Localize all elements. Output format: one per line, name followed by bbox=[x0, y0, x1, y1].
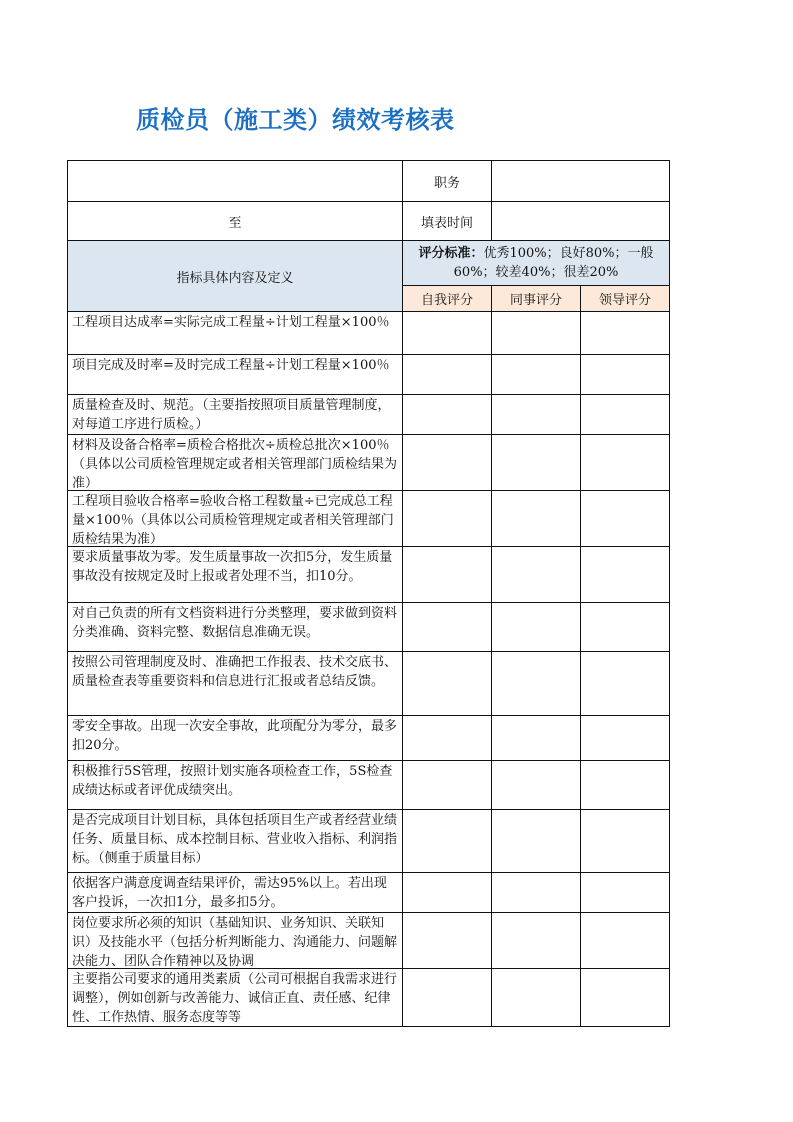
self-score-cell[interactable] bbox=[403, 312, 492, 355]
indicator-description bbox=[68, 652, 403, 716]
indicator-description bbox=[68, 716, 403, 761]
indicator-description bbox=[68, 913, 403, 969]
table-row bbox=[68, 491, 670, 547]
indicator-text: 工程项目验收合格率=验收合格工程数量÷已完成总工程量×100％（具体以公司质检管理规定或者相关管理部门质检结果为准） bbox=[72, 494, 394, 546]
table-row bbox=[68, 810, 670, 873]
table-row bbox=[68, 395, 670, 435]
table-row bbox=[68, 913, 670, 969]
leader-score-cell[interactable] bbox=[581, 603, 670, 652]
position-label: 职务 bbox=[403, 161, 492, 202]
indicator-text: 材料及设备合格率=质检合格批次÷质检总批次×100％（具体以公司质检管理规定或者相关管理部门质检结果为准） bbox=[72, 438, 398, 490]
table-row bbox=[68, 355, 670, 395]
leader-score-cell[interactable] bbox=[581, 810, 670, 873]
leader-score-cell[interactable] bbox=[581, 761, 670, 810]
leader-score-cell[interactable] bbox=[581, 969, 670, 1027]
peer-score-cell[interactable] bbox=[492, 355, 581, 395]
table-row bbox=[68, 716, 670, 761]
self-score-cell[interactable] bbox=[403, 761, 492, 810]
indicator-description bbox=[68, 395, 403, 435]
self-score-cell[interactable] bbox=[403, 547, 492, 603]
indicator-text: 积极推行5S管理，按照计划实施各项检查工作，5S检查成绩达标或者评优成绩突出。 bbox=[72, 764, 393, 798]
peer-score-cell[interactable] bbox=[492, 969, 581, 1027]
leader-score-cell[interactable] bbox=[581, 716, 670, 761]
self-score-cell[interactable] bbox=[403, 491, 492, 547]
scoring-standard-text: 优秀100%；良好80%；一般60%；较差40%；很差20% bbox=[453, 246, 654, 280]
leader-score-cell[interactable] bbox=[581, 312, 670, 355]
leader-score-cell[interactable] bbox=[581, 547, 670, 603]
leader-score-cell[interactable] bbox=[581, 355, 670, 395]
page-title: 质检员（施工类）绩效考核表 bbox=[136, 106, 455, 134]
indicator-description bbox=[68, 491, 403, 547]
table-row bbox=[68, 435, 670, 491]
leader-score-header: 领导评分 bbox=[581, 286, 670, 312]
table-row bbox=[68, 652, 670, 716]
indicator-description bbox=[68, 312, 403, 355]
indicator-text: 质量检查及时、规范。（主要指按照项目质量管理制度，对每道工序进行质检。） bbox=[72, 398, 391, 432]
indicator-text: 工程项目达成率=实际完成工程量÷计划工程量×100％ bbox=[72, 315, 390, 330]
self-score-cell[interactable] bbox=[403, 355, 492, 395]
peer-score-cell[interactable] bbox=[492, 395, 581, 435]
leader-score-cell[interactable] bbox=[581, 652, 670, 716]
peer-score-cell[interactable] bbox=[492, 547, 581, 603]
indicator-description bbox=[68, 969, 403, 1027]
peer-score-cell[interactable] bbox=[492, 312, 581, 355]
self-score-cell[interactable] bbox=[403, 969, 492, 1027]
table-row bbox=[68, 547, 670, 603]
indicator-text: 主要指公司要求的通用类素质（公司可根据自我需求进行调整），例如创新与改善能力、诚信正直、责任感、纪律性、工作热情、服务态度等等 bbox=[72, 972, 398, 1025]
peer-score-header: 同事评分 bbox=[492, 286, 581, 312]
indicator-text: 零安全事故。出现一次安全事故，此项配分为零分，最多扣20分。 bbox=[72, 719, 398, 753]
self-score-cell[interactable] bbox=[403, 435, 492, 491]
indicator-description bbox=[68, 603, 403, 652]
period-range[interactable]: 至 bbox=[68, 202, 403, 241]
self-score-cell[interactable] bbox=[403, 810, 492, 873]
leader-score-cell[interactable] bbox=[581, 395, 670, 435]
leader-score-cell[interactable] bbox=[581, 913, 670, 969]
self-score-cell[interactable] bbox=[403, 873, 492, 913]
appraisal-table bbox=[67, 160, 670, 1027]
self-score-cell[interactable] bbox=[403, 395, 492, 435]
self-score-cell[interactable] bbox=[403, 603, 492, 652]
indicator-description bbox=[68, 355, 403, 395]
indicator-text: 岗位要求所必须的知识（基础知识、业务知识、关联知识）及技能水平（包括分析判断能力、沟通能力、问题解决能力、团队合作精神以及协调 bbox=[72, 916, 398, 968]
peer-score-cell[interactable] bbox=[492, 913, 581, 969]
peer-score-cell[interactable] bbox=[492, 761, 581, 810]
leader-score-cell[interactable] bbox=[581, 873, 670, 913]
indicator-text: 对自己负责的所有文档资料进行分类整理，要求做到资料分类准确、资料完整、数据信息准确无误。 bbox=[72, 606, 398, 640]
indicator-text: 依据客户满意度调查结果评价，需达95%以上。若出现客户投诉，一次扣1分，最多扣5分。 bbox=[72, 876, 387, 910]
indicator-text: 项目完成及时率=及时完成工程量÷计划工程量×100％ bbox=[72, 358, 390, 373]
indicator-description bbox=[68, 761, 403, 810]
name-field[interactable] bbox=[68, 161, 403, 202]
indicator-text: 是否完成项目计划目标，具体包括项目生产或者经营业绩任务、质量目标、成本控制目标、营业收入指标、利润指标。（侧重于质量目标） bbox=[72, 813, 398, 866]
indicator-description bbox=[68, 435, 403, 491]
peer-score-cell[interactable] bbox=[492, 491, 581, 547]
peer-score-cell[interactable] bbox=[492, 603, 581, 652]
peer-score-cell[interactable] bbox=[492, 810, 581, 873]
self-score-cell[interactable] bbox=[403, 652, 492, 716]
indicator-header: 指标具体内容及定义 bbox=[68, 241, 403, 312]
scoring-standard bbox=[403, 241, 670, 286]
table-row bbox=[68, 969, 670, 1027]
indicator-description bbox=[68, 873, 403, 913]
indicator-text: 按照公司管理制度及时、准确把工作报表、技术交底书、质量检查表等重要资料和信息进行汇报或者总结反馈。 bbox=[72, 655, 398, 689]
table-row bbox=[68, 761, 670, 810]
table-row bbox=[68, 873, 670, 913]
self-score-header: 自我评分 bbox=[403, 286, 492, 312]
peer-score-cell[interactable] bbox=[492, 435, 581, 491]
peer-score-cell[interactable] bbox=[492, 652, 581, 716]
fill-date-label: 填表时间 bbox=[403, 202, 492, 241]
table-row bbox=[68, 312, 670, 355]
scoring-standard-label: 评分标准： bbox=[418, 246, 484, 261]
indicator-description bbox=[68, 547, 403, 603]
self-score-cell[interactable] bbox=[403, 716, 492, 761]
indicator-text: 要求质量事故为零。发生质量事故一次扣5分，发生质量事故没有按规定及时上报或者处理不当，扣10分。 bbox=[72, 550, 393, 584]
indicator-description bbox=[68, 810, 403, 873]
position-field[interactable] bbox=[492, 161, 670, 202]
peer-score-cell[interactable] bbox=[492, 716, 581, 761]
self-score-cell[interactable] bbox=[403, 913, 492, 969]
fill-date-field[interactable] bbox=[492, 202, 670, 241]
leader-score-cell[interactable] bbox=[581, 435, 670, 491]
leader-score-cell[interactable] bbox=[581, 491, 670, 547]
table-row bbox=[68, 603, 670, 652]
peer-score-cell[interactable] bbox=[492, 873, 581, 913]
